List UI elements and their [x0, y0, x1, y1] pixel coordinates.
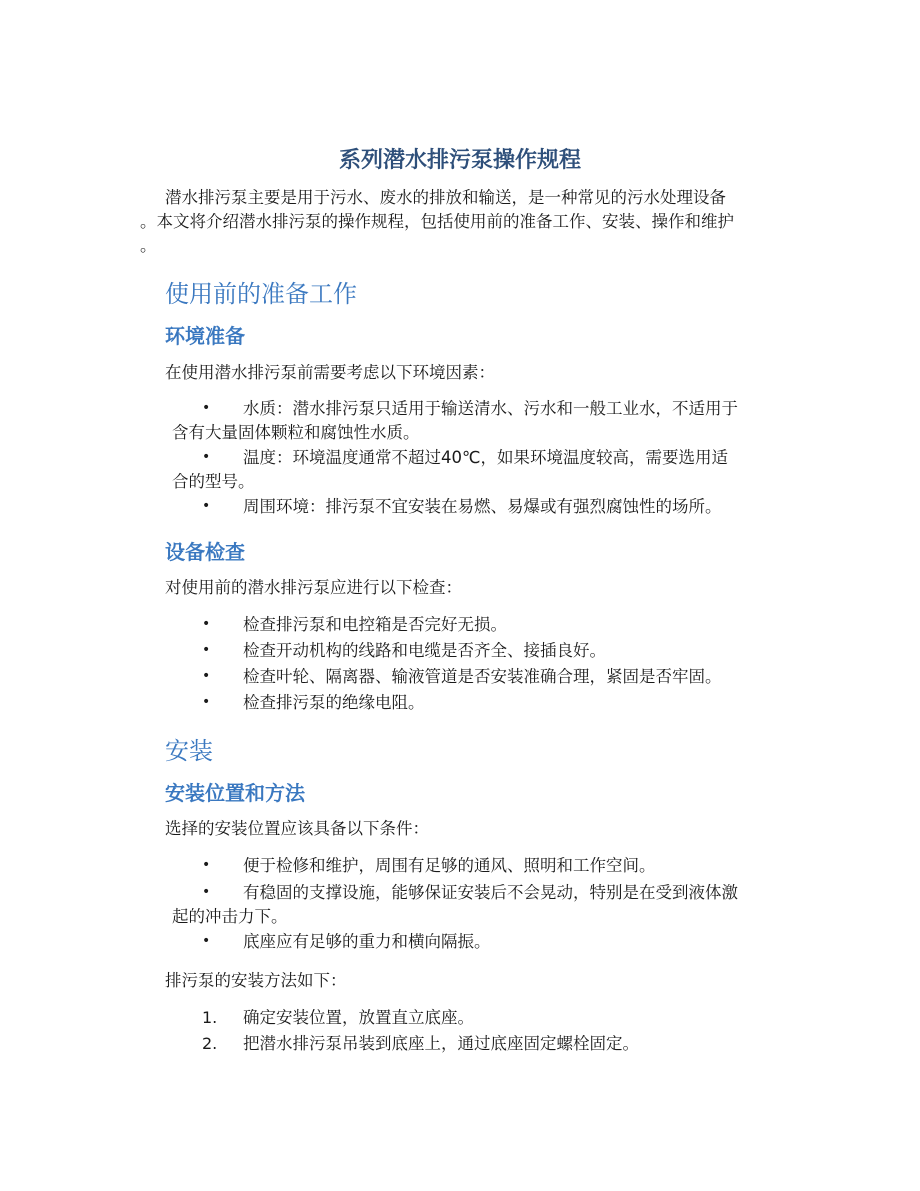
env-item-2-line-2: 合的型号。: [172, 472, 255, 491]
heading-check: 设备检查: [165, 540, 245, 564]
check-item-3: 检查叶轮、隔离器、输液管道是否安装准确合理，紧固是否牢固。: [243, 667, 722, 686]
bullet-icon: •: [202, 668, 211, 684]
env-item-1-line-1: 水质：潜水排污泵只适用于输送清水、污水和一般工业水，不适用于: [243, 399, 738, 418]
location-item-2-line-1: 有稳固的支撑设施，能够保证安装后不会晃动，特别是在受到液体激: [243, 883, 738, 902]
env-item-3-line-1: 周围环境：排污泵不宜安装在易燃、易爆或有强烈腐蚀性的场所。: [243, 497, 722, 516]
intro-line-3: 。: [140, 236, 157, 255]
bullet-icon: •: [202, 694, 211, 710]
bullet-icon: •: [202, 616, 211, 632]
step-2-number: 2.: [202, 1034, 218, 1053]
heading-prep: 使用前的准备工作: [165, 280, 357, 308]
check-item-4: 检查排污泵的绝缘电阻。: [243, 693, 425, 712]
document-title: 系列潜水排污泵操作规程: [338, 148, 581, 173]
bullet-icon: •: [202, 642, 211, 658]
intro-line-2: 。本文将介绍潜水排污泵的操作规程，包括使用前的准备工作、安装、操作和维护: [140, 212, 734, 231]
method-lead: 排污泵的安装方法如下：: [165, 971, 347, 990]
bullet-icon: •: [202, 400, 211, 416]
bullet-icon: •: [202, 884, 211, 900]
env-lead: 在使用潜水排污泵前需要考虑以下环境因素：: [165, 363, 495, 382]
check-item-2: 检查开动机构的线路和电缆是否齐全、接插良好。: [243, 641, 606, 660]
heading-env: 环境准备: [165, 324, 245, 348]
check-item-1: 检查排污泵和电控箱是否完好无损。: [243, 615, 507, 634]
check-lead: 对使用前的潜水排污泵应进行以下检查：: [165, 578, 462, 597]
bullet-icon: •: [202, 933, 211, 949]
env-item-2-line-1: 温度：环境温度通常不超过40℃，如果环境温度较高，需要选用适: [243, 448, 729, 467]
location-item-1-line-1: 便于检修和维护，周围有足够的通风、照明和工作空间。: [243, 856, 656, 875]
bullet-icon: •: [202, 498, 211, 514]
location-lead: 选择的安装位置应该具备以下条件：: [165, 819, 429, 838]
step-2-text: 把潜水排污泵吊装到底座上，通过底座固定螺栓固定。: [243, 1034, 639, 1053]
location-item-2-line-2: 起的冲击力下。: [172, 907, 288, 926]
heading-location: 安装位置和方法: [165, 781, 305, 805]
bullet-icon: •: [202, 857, 211, 873]
heading-install: 安装: [165, 737, 213, 765]
location-item-3-line-1: 底座应有足够的重力和横向隔振。: [243, 932, 491, 951]
step-1-text: 确定安装位置，放置直立底座。: [243, 1008, 474, 1027]
intro-line-1: 潜水排污泵主要是用于污水、废水的排放和输送，是一种常见的污水处理设备: [165, 188, 726, 207]
step-1-number: 1.: [202, 1008, 218, 1027]
bullet-icon: •: [202, 449, 211, 465]
env-item-1-line-2: 含有大量固体颗粒和腐蚀性水质。: [172, 423, 420, 442]
